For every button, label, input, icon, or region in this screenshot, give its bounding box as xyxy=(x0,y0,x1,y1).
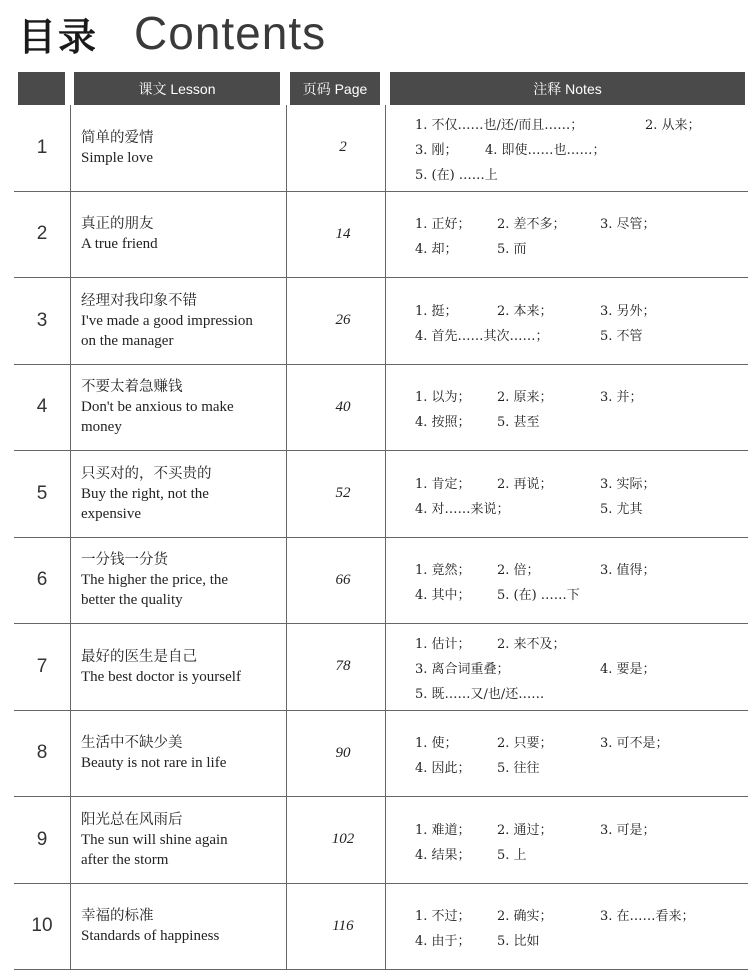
note-item: 3. 离合词重叠； xyxy=(415,662,510,678)
note-item: 1. 使； xyxy=(415,736,458,752)
note-item: 3. 实际； xyxy=(600,476,656,492)
note-item: 1. 以为； xyxy=(415,390,471,406)
page-title xyxy=(18,8,326,58)
lesson-number: 3 xyxy=(36,309,48,331)
lesson-title-en: I've made a good impression xyxy=(81,312,253,329)
note-item: 4. 由于； xyxy=(415,934,471,950)
notes-line xyxy=(395,926,745,951)
notes-line xyxy=(395,209,745,234)
note-item: 2. 通过； xyxy=(497,822,553,838)
page-number: 116 xyxy=(332,917,354,934)
notes-cell xyxy=(395,192,745,278)
notes-line xyxy=(395,580,745,605)
page-number: 52 xyxy=(335,485,351,502)
lesson-number: 4 xyxy=(36,396,48,418)
table-row xyxy=(14,797,748,884)
note-item: 1. 难道； xyxy=(415,822,471,838)
note-item: 1. 肯定； xyxy=(415,476,471,492)
note-item: 4. 对……来说； xyxy=(415,501,510,517)
note-item: 4. 其中； xyxy=(415,588,471,604)
notes-line xyxy=(395,728,745,753)
note-item: 5. 往往 xyxy=(497,761,540,777)
lesson-title xyxy=(81,105,281,191)
lesson-number: 10 xyxy=(31,915,53,937)
lesson-title xyxy=(81,192,281,278)
notes-line xyxy=(395,469,745,494)
note-item: 3. 在……看来； xyxy=(600,909,695,925)
notes-cell xyxy=(395,105,745,191)
lesson-title-zh: 幸福的标准 xyxy=(81,908,154,925)
note-item: 3. 并； xyxy=(600,390,643,406)
lesson-title-zh: 不要太着急赚钱 xyxy=(81,379,183,396)
page-number: 66 xyxy=(335,571,351,588)
note-item: 5. 不管 xyxy=(600,328,643,344)
note-item: 1. 挺； xyxy=(415,303,458,319)
contents-table xyxy=(14,105,748,970)
table-row xyxy=(14,192,748,279)
lesson-title-en: on the manager xyxy=(81,332,174,349)
note-item: 1. 竟然； xyxy=(415,563,471,579)
lesson-title xyxy=(81,884,281,970)
lesson-title-en: after the storm xyxy=(81,851,169,868)
notes-cell xyxy=(395,278,745,364)
note-item: 5. 比如 xyxy=(497,934,540,950)
note-item: 2. 只要； xyxy=(497,736,553,752)
note-item: 2. 再说； xyxy=(497,476,553,492)
lesson-title-en: expensive xyxy=(81,505,141,522)
notes-cell xyxy=(395,451,745,537)
lesson-number: 6 xyxy=(36,569,48,591)
note-item: 4. 首先……其次……； xyxy=(415,328,549,344)
lesson-title-en: money xyxy=(81,419,122,436)
notes-line xyxy=(395,110,745,135)
note-item: 1. 不过； xyxy=(415,909,471,925)
note-item: 4. 却； xyxy=(415,242,458,258)
lesson-title-en: The sun will shine again xyxy=(81,831,228,848)
lesson-title-en: A true friend xyxy=(81,236,158,253)
notes-line xyxy=(395,382,745,407)
note-item: 5. 尤其 xyxy=(600,501,643,517)
lesson-number: 7 xyxy=(36,655,48,677)
page-number: 102 xyxy=(331,831,355,848)
notes-cell xyxy=(395,624,745,710)
lesson-title xyxy=(81,624,281,710)
note-item: 2. 来不及； xyxy=(497,637,566,653)
lesson-number: 9 xyxy=(36,828,48,850)
note-item: 5. (在) ……下 xyxy=(497,588,580,604)
lesson-title-en: The best doctor is yourself xyxy=(81,668,241,685)
notes-line xyxy=(395,296,745,321)
notes-cell xyxy=(395,365,745,451)
table-row xyxy=(14,884,748,971)
note-item: 4. 即使……也……； xyxy=(485,143,606,159)
lesson-title-zh: 经理对我印象不错 xyxy=(81,292,197,309)
title-en: Contents xyxy=(134,7,327,59)
notes-line xyxy=(395,629,745,654)
table-row xyxy=(14,278,748,365)
note-item: 3. 可是； xyxy=(600,822,656,838)
lesson-title xyxy=(81,538,281,624)
note-item: 4. 按照； xyxy=(415,415,471,431)
page-number: 14 xyxy=(335,225,351,242)
lesson-title-en: Don't be anxious to make xyxy=(81,399,234,416)
note-item: 2. 从来； xyxy=(645,118,701,134)
page-number: 40 xyxy=(335,398,351,415)
note-item: 5. 而 xyxy=(497,242,527,258)
notes-line xyxy=(395,654,745,679)
lesson-title-en: better the quality xyxy=(81,592,183,609)
note-item: 2. 本来； xyxy=(497,303,553,319)
lesson-title xyxy=(81,451,281,537)
note-item: 5. 上 xyxy=(497,847,527,863)
lesson-title-zh: 真正的朋友 xyxy=(81,216,154,233)
note-item: 2. 倍； xyxy=(497,563,540,579)
lesson-number: 8 xyxy=(36,742,48,764)
note-item: 2. 差不多； xyxy=(497,217,566,233)
lesson-title-en: Simple love xyxy=(81,149,154,166)
notes-cell xyxy=(395,711,745,797)
notes-line xyxy=(395,135,745,160)
lesson-title xyxy=(81,278,281,364)
page-number: 90 xyxy=(335,744,351,761)
notes-line xyxy=(395,815,745,840)
notes-line xyxy=(395,753,745,778)
header-number-cell xyxy=(18,72,65,105)
lesson-title-zh: 生活中不缺少美 xyxy=(81,735,183,752)
notes-cell xyxy=(395,797,745,883)
note-item: 1. 估计； xyxy=(415,637,471,653)
lesson-title-zh: 一分钱一分货 xyxy=(81,552,168,569)
header-notes: 注释 Notes xyxy=(390,72,745,105)
note-item: 3. 值得； xyxy=(600,563,656,579)
lesson-title-zh: 只买对的，不买贵的 xyxy=(81,465,212,482)
table-row xyxy=(14,711,748,798)
note-item: 5. 既……又/也/还…… xyxy=(415,687,545,703)
note-item: 1. 正好； xyxy=(415,217,471,233)
notes-line xyxy=(395,234,745,259)
page-number: 2 xyxy=(339,139,347,156)
lesson-title xyxy=(81,711,281,797)
lesson-title xyxy=(81,797,281,883)
notes-cell xyxy=(395,538,745,624)
note-item: 4. 因此； xyxy=(415,761,471,777)
note-item: 4. 要是； xyxy=(600,662,656,678)
lesson-title-en: Beauty is not rare in life xyxy=(81,755,227,772)
note-item: 3. 尽管； xyxy=(600,217,656,233)
table-row xyxy=(14,105,748,192)
notes-line xyxy=(395,901,745,926)
lesson-title-en: The higher the price, the xyxy=(81,572,229,589)
page-number: 78 xyxy=(335,658,351,675)
table-row xyxy=(14,538,748,625)
lesson-title-zh: 阳光总在风雨后 xyxy=(81,811,183,828)
notes-line xyxy=(395,494,745,519)
table-row xyxy=(14,624,748,711)
lesson-title-zh: 简单的爱情 xyxy=(81,129,154,146)
notes-line xyxy=(395,679,745,704)
lesson-title xyxy=(81,365,281,451)
notes-line xyxy=(395,407,745,432)
note-item: 3. 另外； xyxy=(600,303,656,319)
notes-line xyxy=(395,555,745,580)
note-item: 5. 甚至 xyxy=(497,415,540,431)
notes-line xyxy=(395,840,745,865)
column-divider xyxy=(385,105,386,970)
note-item: 4. 结果； xyxy=(415,847,471,863)
table-row xyxy=(14,451,748,538)
note-item: 2. 确实； xyxy=(497,909,553,925)
header-page: 页码 Page xyxy=(290,72,380,105)
title-zh: 目录 xyxy=(18,14,99,59)
note-item: 5. (在) ……上 xyxy=(415,168,498,184)
notes-cell xyxy=(395,884,745,970)
lesson-number: 1 xyxy=(36,136,48,158)
note-item: 3. 可不是； xyxy=(600,736,669,752)
notes-line xyxy=(395,160,745,185)
table-row xyxy=(14,365,748,452)
header-lesson: 课文 Lesson xyxy=(74,72,280,105)
lesson-title-en: Standards of happiness xyxy=(81,928,220,945)
note-item: 3. 刚； xyxy=(415,143,458,159)
lesson-number: 5 xyxy=(36,482,48,504)
note-item: 2. 原来； xyxy=(497,390,553,406)
lesson-title-zh: 最好的医生是自己 xyxy=(81,648,197,665)
lesson-title-en: Buy the right, not the xyxy=(81,485,209,502)
notes-line xyxy=(395,321,745,346)
page-number: 26 xyxy=(335,312,351,329)
note-item: 1. 不仅……也/还/而且……； xyxy=(415,118,584,134)
lesson-number: 2 xyxy=(36,223,48,245)
